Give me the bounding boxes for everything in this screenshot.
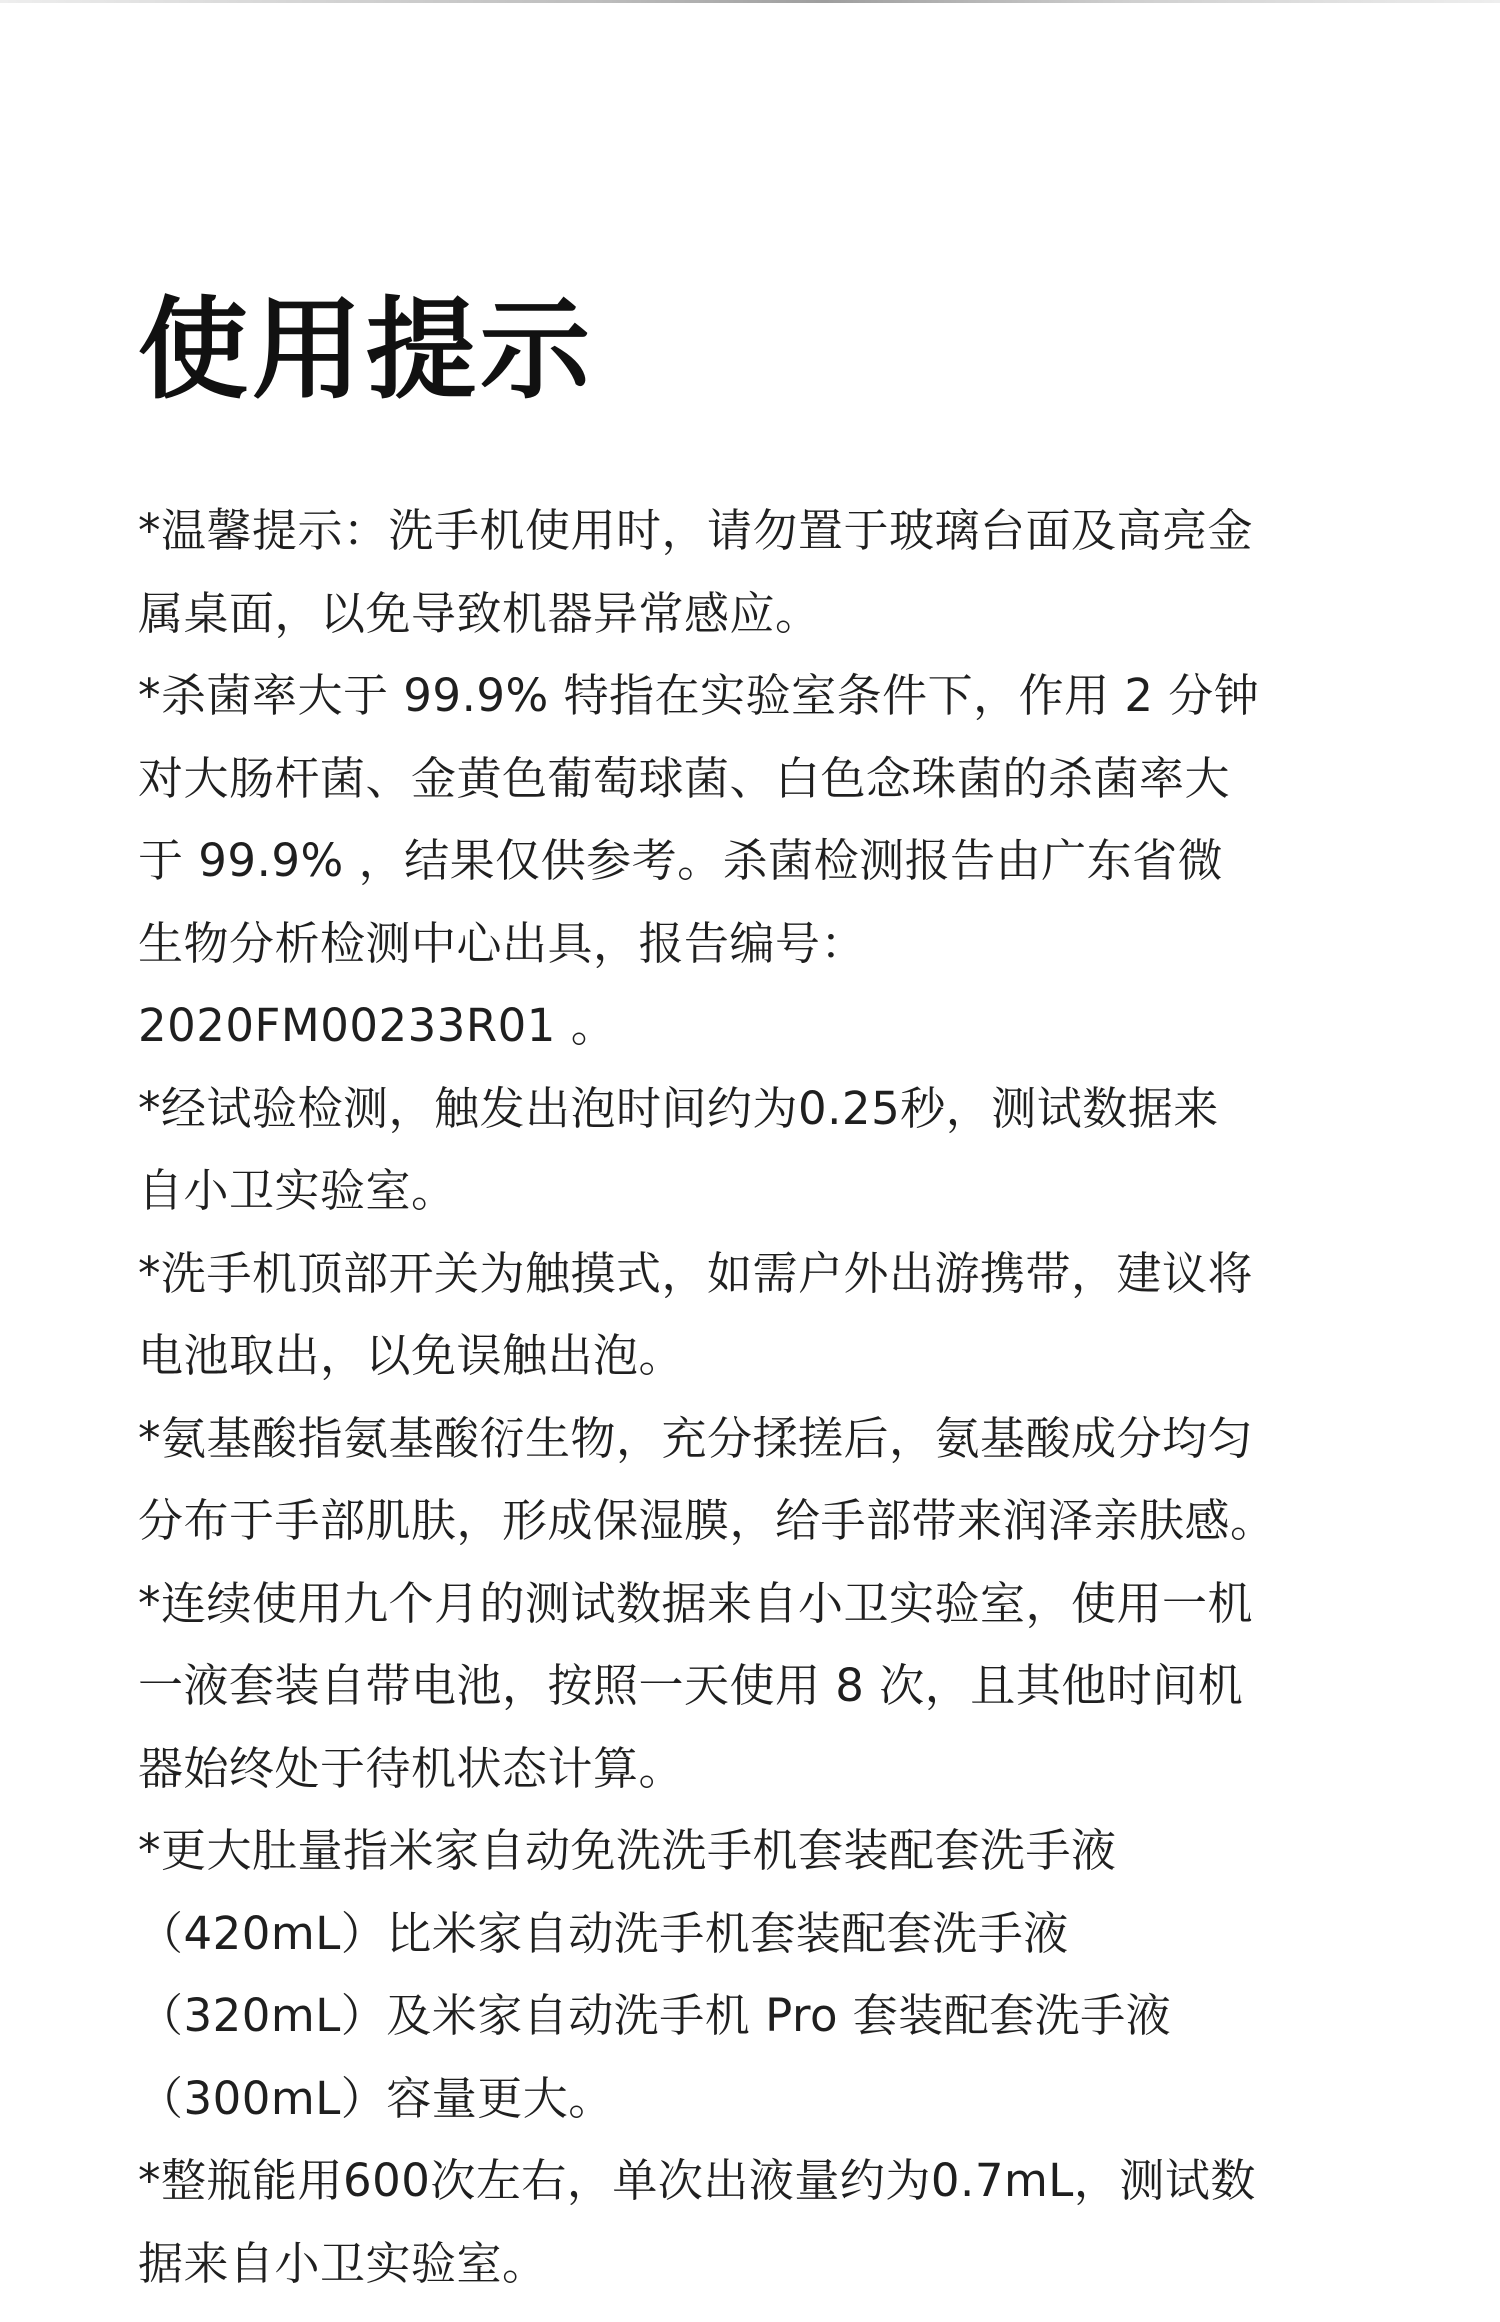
note-sterilization-rate	[138, 655, 1378, 1068]
note-line: 于 99.9% ，结果仅供参考。杀菌检测报告由广东省微	[138, 834, 1224, 887]
note-line: 分布于手部肌肤，形成保湿膜，给手部带来润泽亲肤感。	[138, 1494, 1276, 1547]
note-line: *更大肚量指米家自动免洗洗手机套装配套洗手液	[138, 1824, 1117, 1877]
note-line: （420mL）比米家自动洗手机套装配套洗手液	[138, 1906, 1069, 1960]
note-line: 生物分析检测中心出具，报告编号：	[138, 916, 867, 970]
note-capacity-comparison	[138, 1810, 1378, 2140]
note-line: 属桌面，以免导致机器异常感应。	[138, 586, 821, 640]
top-divider	[0, 0, 1500, 3]
usage-notes	[138, 490, 1378, 2305]
note-line: 据来自小卫实验室。	[138, 2236, 548, 2290]
note-line: *整瓶能用600次左右，单次出液量约为0.7mL，测试数	[138, 2154, 1256, 2207]
note-line: *连续使用九个月的测试数据来自小卫实验室，使用一机	[138, 1576, 1254, 1630]
note-line: *氨基酸指氨基酸衍生物，充分揉搓后，氨基酸成分均匀	[138, 1411, 1254, 1465]
note-line: 2020FM00233R01 。	[138, 999, 617, 1052]
note-line: 自小卫实验室。	[138, 1164, 457, 1217]
note-line: *经试验检测，触发出泡时间约为0.25秒，测试数据来	[138, 1081, 1219, 1135]
note-line: *杀菌率大于 99.9% 特指在实验室条件下，作用 2 分钟	[138, 669, 1260, 722]
page-title: 使用提示	[138, 286, 594, 414]
note-line: 对大肠杆菌、金黄色葡萄球菌、白色念珠菌的杀菌率大	[138, 751, 1231, 805]
note-line: *洗手机顶部开关为触摸式，如需户外出游携带，建议将	[138, 1246, 1254, 1300]
note-touch-switch	[138, 1233, 1378, 1398]
note-foam-trigger-time	[138, 1068, 1378, 1233]
note-line: *温馨提示：洗手机使用时，请勿置于玻璃台面及高亮金	[138, 504, 1254, 557]
note-battery-life	[138, 1563, 1378, 1811]
note-line: （300mL）容量更大。	[138, 2071, 614, 2125]
note-glass-surface	[138, 490, 1378, 655]
note-line: 一液套装自带电池，按照一天使用 8 次，且其他时间机	[138, 1659, 1244, 1712]
note-amino-acid	[138, 1398, 1378, 1563]
note-line: 器始终处于待机状态计算。	[138, 1741, 685, 1795]
note-line: （320mL）及米家自动洗手机 Pro 套装配套洗手液	[138, 1989, 1172, 2042]
note-line: 电池取出，以免误触出泡。	[138, 1329, 685, 1382]
note-bottle-usage	[138, 2140, 1378, 2305]
